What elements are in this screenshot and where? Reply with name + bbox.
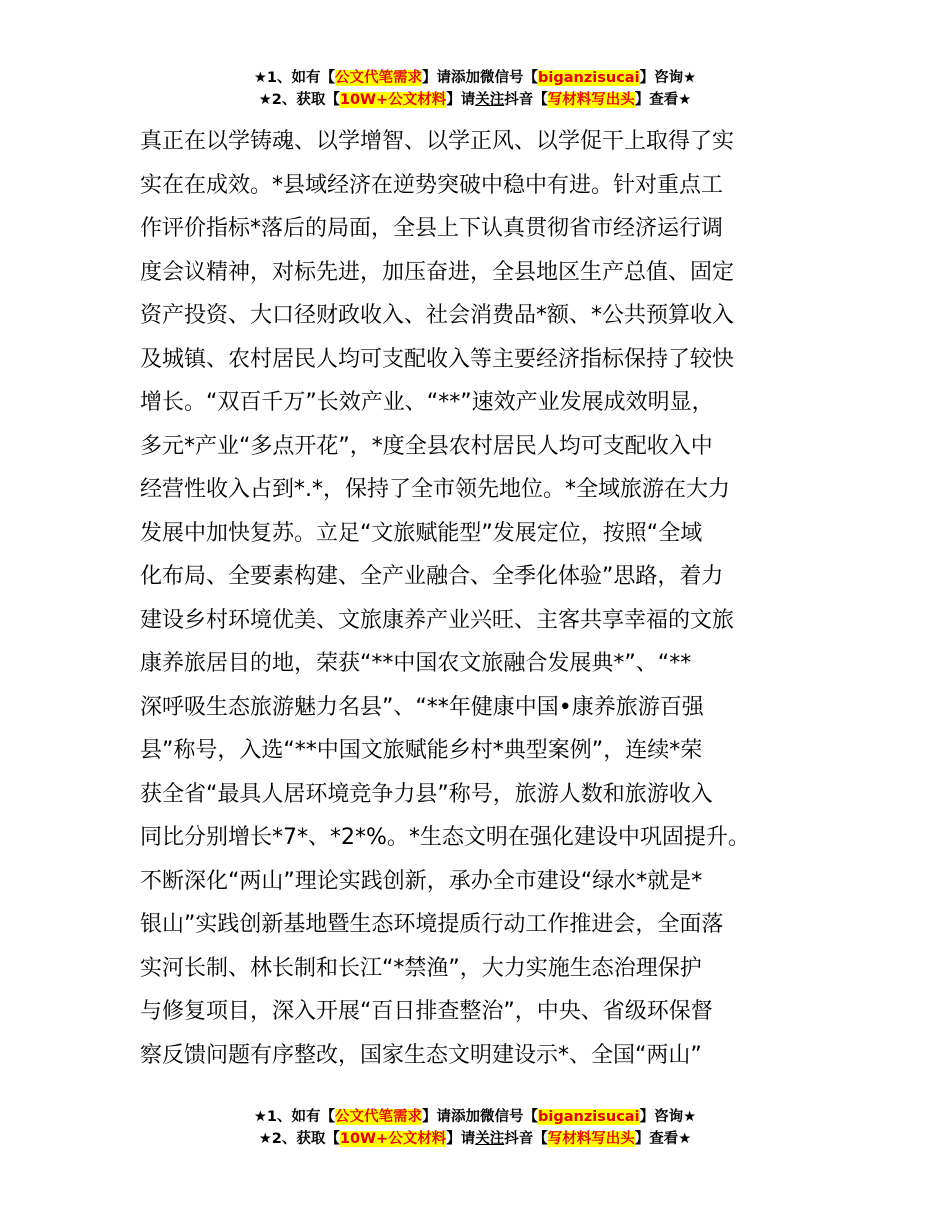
header-line-2-part-1: ★2、获取【 <box>258 92 340 108</box>
header-follow-underlined: 关注 <box>475 92 505 108</box>
footer-wechat-id-highlight: biganzisucai <box>538 1109 640 1125</box>
body-line-22: 察反馈问题有序整改，国家生态文明建设示*、全国“两山” <box>140 1042 702 1068</box>
header-line-2-part-4: 】查看★ <box>634 92 692 108</box>
body-line-9: 经营性收入占到*.*，保持了全市领先地位。*全域旅游在大力 <box>140 477 730 502</box>
header-line-1-part-3: 】咨询★ <box>639 70 697 86</box>
body-line-2: 实在在成效。*县域经济在逆势突破中稳中有进。针对重点工 <box>140 172 724 198</box>
body-line-8: 多元*产业“多点开花”，*度全县农村居民人均可支配收入中 <box>140 433 713 459</box>
footer-douyin-account-highlight: 写材料写出头 <box>547 1131 635 1147</box>
document-body <box>140 120 820 1077</box>
footer-line-1 <box>0 1106 950 1128</box>
body-line-6: 及城镇、农村居民人均可支配收入等主要经济指标保持了较快 <box>140 346 735 372</box>
body-line-12: 建设乡村环境优美、文旅康养产业兴旺、主客共享幸福的文旅 <box>140 607 735 633</box>
footer-line-2-part-4: 】查看★ <box>634 1131 692 1147</box>
body-line-15: 县”称号，入选“**中国文旅赋能乡村*典型案例”，连续*荣 <box>140 738 703 763</box>
header-wechat-id-highlight: biganzisucai <box>538 70 640 86</box>
header-line-1-part-2: 】请添加微信号【 <box>422 70 539 86</box>
header-line-2 <box>0 89 950 111</box>
body-line-21: 与修复项目，深入开展“百日排查整治”，中央、省级环保督 <box>140 999 713 1024</box>
footer-line-1-part-3: 】咨询★ <box>639 1109 697 1125</box>
header-line-2-part-3: 抖音【 <box>504 92 548 108</box>
footer-banner <box>0 1106 950 1150</box>
footer-line-1-part-2: 】请添加微信号【 <box>422 1109 539 1125</box>
footer-follow-underlined: 关注 <box>475 1131 505 1147</box>
header-materials-highlight: 10W+公文材料 <box>339 92 447 108</box>
header-line-1-part-1: ★1、如有【 <box>253 70 336 86</box>
header-line-1 <box>0 67 950 89</box>
footer-line-1-part-1: ★1、如有【 <box>253 1109 336 1125</box>
body-line-18: 不断深化“两山”理论实践创新，承办全市建设“绿水*就是* <box>140 868 703 894</box>
header-douyin-account-highlight: 写材料写出头 <box>547 92 635 108</box>
body-line-1: 真正在以学铸魂、以学增智、以学正风、以学促干上取得了实 <box>140 129 735 154</box>
body-line-5: 资产投资、大口径财政收入、社会消费品*额、*公共预算收入 <box>140 303 735 328</box>
footer-line-2 <box>0 1128 950 1150</box>
footer-line-2-part-1: ★2、获取【 <box>258 1131 340 1147</box>
body-line-10: 发展中加快复苏。立足“文旅赋能型”发展定位，按照“全域 <box>140 520 703 546</box>
body-line-11: 化布局、全要素构建、全产业融合、全季化体验”思路，着力 <box>140 564 724 589</box>
body-line-17: 同比分别增长*7*、*2*%。*生态文明在强化建设中巩固提升。 <box>140 825 750 850</box>
body-line-20: 实河长制、林长制和长江“*禁渔”，大力实施生态治理保护 <box>140 955 702 981</box>
header-line-2-part-2: 】请 <box>446 92 476 108</box>
body-line-14: 深呼吸生态旅游魅力名县”、“**年健康中国•康养旅游百强 <box>140 694 704 720</box>
footer-line-2-part-2: 】请 <box>446 1131 476 1147</box>
body-line-16: 获全省“最具人居环境竞争力县”称号，旅游人数和旅游收入 <box>140 781 713 807</box>
footer-line-2-part-3: 抖音【 <box>504 1131 548 1147</box>
body-line-13: 康养旅居目的地，荣获“**中国农文旅融合发展典*”、“** <box>140 651 692 676</box>
body-line-7: 增长。“双百千万”长效产业、“**”速效产业发展成效明显， <box>140 390 714 415</box>
footer-materials-highlight: 10W+公文材料 <box>339 1131 447 1147</box>
body-line-19: 银山”实践创新基地暨生态环境提质行动工作推进会，全面落 <box>140 912 724 937</box>
header-banner <box>0 67 950 111</box>
header-ghostwriting-highlight: 公文代笔需求 <box>335 70 423 86</box>
footer-ghostwriting-highlight: 公文代笔需求 <box>335 1109 423 1125</box>
body-line-3: 作评价指标*落后的局面，全县上下认真贯彻省市经济运行调 <box>140 216 724 241</box>
body-line-4: 度会议精神，对标先进，加压奋进，全县地区生产总值、固定 <box>140 259 735 285</box>
